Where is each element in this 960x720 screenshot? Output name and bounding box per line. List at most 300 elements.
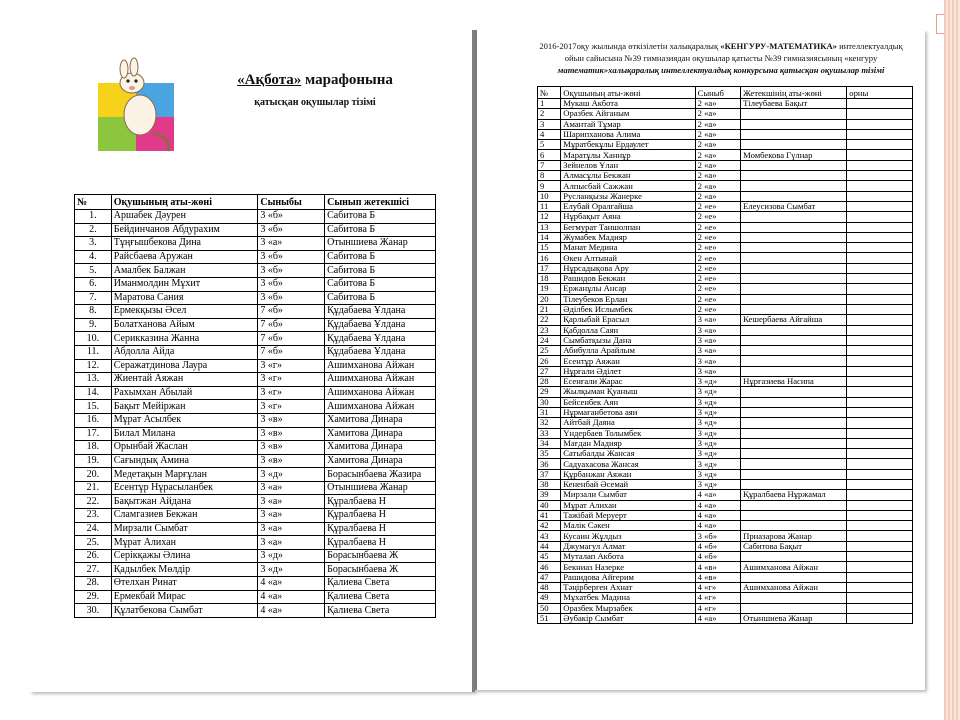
table-cell: 12. — [75, 359, 112, 373]
table-cell: 4. — [75, 250, 112, 264]
table-cell: 2 «а» — [695, 181, 740, 191]
table-cell — [847, 366, 913, 376]
table-cell — [741, 109, 847, 119]
table-cell — [847, 562, 913, 572]
table-cell: 41 — [538, 510, 561, 520]
table-cell — [847, 377, 913, 387]
table-cell: 23. — [75, 509, 112, 523]
table-cell: 6 — [538, 150, 561, 160]
table-row — [75, 413, 436, 427]
table-cell: 3 «д» — [258, 549, 325, 563]
table-row — [75, 522, 436, 536]
table-cell: 30 — [538, 397, 561, 407]
table-cell: Борасынбаева Ж — [325, 549, 436, 563]
table-cell: 3 «д» — [695, 438, 740, 448]
table-cell: 7 «б» — [258, 332, 325, 346]
table-cell: 3 «а» — [258, 522, 325, 536]
table-cell: 28 — [538, 377, 561, 387]
table-cell — [847, 232, 913, 242]
table-cell: 4 «а» — [258, 590, 325, 604]
table-cell: Ержанұлы Ансар — [561, 284, 695, 294]
table-cell: 3 «г» — [258, 373, 325, 387]
table-cell: 49 — [538, 593, 561, 603]
table-cell: Аршабек Дәурен — [111, 210, 258, 224]
table-cell — [847, 335, 913, 345]
table-cell — [741, 335, 847, 345]
table-cell: Борасынбаева Ж — [325, 563, 436, 577]
table-cell: 3 «а» — [695, 366, 740, 376]
table-row — [538, 356, 913, 366]
col-header-class: Сыныбы — [258, 195, 325, 210]
table-cell: Қалиева Света — [325, 590, 436, 604]
table-cell: 22. — [75, 495, 112, 509]
table-cell: 2 «а» — [695, 109, 740, 119]
table-row — [538, 531, 913, 541]
table-cell: Мұрат Асылбек — [111, 413, 258, 427]
table-cell — [847, 212, 913, 222]
table-cell: 7 «б» — [258, 318, 325, 332]
table-cell: 2 «а» — [695, 119, 740, 129]
table-row — [538, 335, 913, 345]
table-cell — [847, 274, 913, 284]
table-cell — [847, 356, 913, 366]
table-cell: 17 — [538, 263, 561, 273]
table-cell — [741, 449, 847, 459]
table-cell: Сатыбалды Жансая — [561, 449, 695, 459]
table-cell — [741, 160, 847, 170]
table-cell: 2 «а» — [695, 140, 740, 150]
table-row — [538, 150, 913, 160]
table-cell: Мағдан Мадияр — [561, 438, 695, 448]
table-cell: 4 «б» — [695, 541, 740, 551]
table-cell: Әділбек Ислымбек — [561, 304, 695, 314]
table-cell: 3 «а» — [695, 325, 740, 335]
table-cell: 4 «а» — [695, 521, 740, 531]
table-cell: Мұхатбек Мадина — [561, 593, 695, 603]
table-cell — [847, 521, 913, 531]
table-cell: 8 — [538, 171, 561, 181]
table-cell: Әубакір Сымбат — [561, 613, 695, 623]
table-cell — [847, 572, 913, 582]
table-cell: 24 — [538, 335, 561, 345]
table-cell: Амантай Тұмар — [561, 119, 695, 129]
table-cell: Алпысбай Сажжан — [561, 181, 695, 191]
table-cell: Хамитова Динара — [325, 454, 436, 468]
table-cell: Отыншиева Жанар — [741, 613, 847, 623]
table-row — [538, 397, 913, 407]
table-cell: 2 «е» — [695, 232, 740, 242]
table-row — [75, 210, 436, 224]
table-cell — [847, 140, 913, 150]
table-row — [538, 582, 913, 592]
table-row — [538, 438, 913, 448]
table-cell: Нұрғазиева Насипа — [741, 377, 847, 387]
table-cell: 50 — [538, 603, 561, 613]
table-cell: 24. — [75, 522, 112, 536]
table-cell: Амалбек Балжан — [111, 264, 258, 278]
table-cell: 16. — [75, 413, 112, 427]
table-cell: 19. — [75, 454, 112, 468]
table-cell: 38 — [538, 479, 561, 489]
table-cell — [847, 593, 913, 603]
table-cell: Мирзали Сымбат — [561, 490, 695, 500]
table-cell: 3 «г» — [258, 386, 325, 400]
table-cell: 4 «а» — [258, 604, 325, 618]
table-cell — [847, 552, 913, 562]
table-cell: 10. — [75, 332, 112, 346]
table-cell: 44 — [538, 541, 561, 551]
table-cell: Сабитова Б — [325, 264, 436, 278]
table-row — [538, 263, 913, 273]
table-cell — [847, 541, 913, 551]
table-cell: 2 «е» — [695, 253, 740, 263]
right-document-page — [474, 30, 925, 690]
table-cell: Сабитова Б — [325, 250, 436, 264]
table-cell: 3 «б» — [258, 264, 325, 278]
table-cell — [741, 387, 847, 397]
table-cell: Серикказина Жанна — [111, 332, 258, 346]
table-cell: 48 — [538, 582, 561, 592]
table-cell: 7 «б» — [258, 345, 325, 359]
col-header-class: Сыныб — [695, 87, 740, 99]
table-cell — [741, 479, 847, 489]
table-cell: 3 «б» — [258, 250, 325, 264]
table-row — [75, 468, 436, 482]
table-cell: Айтбай Даяна — [561, 418, 695, 428]
table-row — [538, 181, 913, 191]
table-cell: 3 «а» — [695, 346, 740, 356]
table-cell — [741, 510, 847, 520]
table-cell: Болатханова Айым — [111, 318, 258, 332]
table-cell: Жылқыман Қуаныш — [561, 387, 695, 397]
table-row — [538, 232, 913, 242]
table-row — [75, 454, 436, 468]
table-cell: 2 «е» — [695, 263, 740, 273]
participants-table-right — [537, 86, 913, 624]
table-cell: 3 «а» — [695, 356, 740, 366]
table-cell: 3 «а» — [258, 509, 325, 523]
table-row — [538, 366, 913, 376]
table-cell: 39 — [538, 490, 561, 500]
table-cell: Құралбаева Нұржамал — [741, 490, 847, 500]
table-cell: Сламгазиев Бекжан — [111, 509, 258, 523]
table-cell — [847, 315, 913, 325]
table-cell: Елеусизова Сымбат — [741, 201, 847, 211]
table-row — [538, 593, 913, 603]
table-cell — [741, 356, 847, 366]
table-row — [538, 222, 913, 232]
table-cell: 30. — [75, 604, 112, 618]
table-cell: Үндербаев Толымбек — [561, 428, 695, 438]
table-cell: Иманмолдин Мұхит — [111, 277, 258, 291]
table-cell: 3 «а» — [695, 315, 740, 325]
table-cell: 21 — [538, 304, 561, 314]
table-row — [75, 563, 436, 577]
table-row — [538, 294, 913, 304]
table-row — [538, 552, 913, 562]
table-cell: 2 «а» — [695, 191, 740, 201]
participants-table-left — [74, 194, 436, 618]
table-cell: 3 «д» — [695, 418, 740, 428]
table-cell: Медетақын Марғұлан — [111, 468, 258, 482]
table-cell: 3 «д» — [695, 469, 740, 479]
table-cell: 3 «г» — [258, 400, 325, 414]
table-cell: 3 «д» — [695, 407, 740, 417]
table-row — [75, 590, 436, 604]
table-cell: Қалиева Света — [325, 604, 436, 618]
table-cell: Ермекқызы Әсел — [111, 305, 258, 319]
table-cell: Бақыт Мейіржан — [111, 400, 258, 414]
table-cell: 3 «в» — [258, 427, 325, 441]
table-cell: 18. — [75, 441, 112, 455]
table-row — [75, 250, 436, 264]
table-cell — [741, 191, 847, 201]
table-cell: Кусаин Жұлдыз — [561, 531, 695, 541]
table-cell: 4 «а» — [695, 510, 740, 520]
table-cell: 2 «а» — [695, 129, 740, 139]
table-row — [538, 315, 913, 325]
table-row — [75, 386, 436, 400]
table-row — [538, 521, 913, 531]
table-cell: 13 — [538, 222, 561, 232]
table-cell: Серікқажы Әлина — [111, 549, 258, 563]
table-cell: Рашидов Бекжан — [561, 274, 695, 284]
table-cell: Қадылбек Мөлдір — [111, 563, 258, 577]
table-row — [538, 212, 913, 222]
table-cell: Жумабек Мадияр — [561, 232, 695, 242]
table-row — [538, 377, 913, 387]
table-cell: Садуахасова Жансая — [561, 459, 695, 469]
table-cell: Абибулла Арайлым — [561, 346, 695, 356]
table-cell — [847, 387, 913, 397]
table-cell: 20. — [75, 468, 112, 482]
table-row — [75, 345, 436, 359]
col-header-name: Оқушының аты-жөні — [111, 195, 258, 210]
table-cell: Нұрмағанбетова аяи — [561, 407, 695, 417]
table-cell: 2 «а» — [695, 99, 740, 109]
table-cell: 33 — [538, 428, 561, 438]
table-cell — [847, 490, 913, 500]
table-cell: Ашимханова Айжан — [325, 373, 436, 387]
table-cell: Бейдинчанов Абдурахим — [111, 223, 258, 237]
table-cell: 21. — [75, 481, 112, 495]
table-cell: 3 «а» — [258, 237, 325, 251]
table-cell: Құдабаева Ұлдана — [325, 305, 436, 319]
table-row — [538, 129, 913, 139]
table-cell — [741, 397, 847, 407]
table-cell — [847, 109, 913, 119]
table-cell — [847, 119, 913, 129]
table-cell: Борасынбаева Жазира — [325, 468, 436, 482]
table-cell: 14. — [75, 386, 112, 400]
table-row — [75, 536, 436, 550]
col-header-number: № — [538, 87, 561, 99]
table-cell: 3 «д» — [258, 468, 325, 482]
table-cell: Мұрат Алихан — [561, 500, 695, 510]
table-cell: 7. — [75, 291, 112, 305]
table-cell: 3. — [75, 237, 112, 251]
table-cell: 28. — [75, 577, 112, 591]
table-cell — [741, 222, 847, 232]
table-cell: Құрбанжан Аяжан — [561, 469, 695, 479]
table-cell: 29 — [538, 387, 561, 397]
table-cell: Нұрғали Әділет — [561, 366, 695, 376]
table-cell — [741, 304, 847, 314]
table-cell — [741, 274, 847, 284]
table-cell: Құралбаева Н — [325, 495, 436, 509]
table-cell: Оразбек Айганым — [561, 109, 695, 119]
table-cell: Маратова Сания — [111, 291, 258, 305]
table-cell: Джумагул Алмат — [561, 541, 695, 551]
table-cell: 9 — [538, 181, 561, 191]
table-cell: Сабитова Б — [325, 291, 436, 305]
table-cell — [741, 119, 847, 129]
table-cell — [847, 418, 913, 428]
table-row — [538, 603, 913, 613]
table-cell — [741, 366, 847, 376]
table-cell: 4 «г» — [695, 593, 740, 603]
table-cell: Муталап Акбота — [561, 552, 695, 562]
table-cell: Алмасұлы Бекжан — [561, 171, 695, 181]
table-cell: 25. — [75, 536, 112, 550]
table-cell: 3 «б» — [695, 531, 740, 541]
table-row — [75, 291, 436, 305]
table-cell — [741, 346, 847, 356]
table-cell: 34 — [538, 438, 561, 448]
kangaroo-contest-title: 2016-2017оқу жылында өткізілетін халықаралық «КЕНГУРУ-МАТЕМАТИКА» интеллектуалдық ойын сайысына №39 гимназиядан оқушылар қатысты №39 гимназиясының «кенгуру математик»халықаралық интеллектуалдық конкурсына қатысқан оқушылар тізімі — [539, 41, 903, 75]
table-cell: 4 «б» — [695, 552, 740, 562]
table-cell: 31 — [538, 407, 561, 417]
table-cell: 15 — [538, 243, 561, 253]
table-cell: 2 «а» — [695, 171, 740, 181]
table-cell: 7 — [538, 160, 561, 170]
table-cell — [741, 459, 847, 469]
table-row — [538, 243, 913, 253]
table-cell: Хамитова Динара — [325, 413, 436, 427]
table-cell: 5 — [538, 140, 561, 150]
table-cell: Оразбек Мырзабек — [561, 603, 695, 613]
table-cell: 3 «б» — [258, 210, 325, 224]
table-row — [538, 109, 913, 119]
table-cell: 2 «е» — [695, 201, 740, 211]
table-cell: Қабдолла Саян — [561, 325, 695, 335]
col-header-teacher: Жетекшінің аты-жөні — [741, 87, 847, 99]
table-cell: Ермекбай Мирас — [111, 590, 258, 604]
table-row — [538, 160, 913, 170]
table-cell — [847, 181, 913, 191]
table-cell — [741, 171, 847, 181]
table-cell: Хамитова Динара — [325, 441, 436, 455]
table-cell: 6. — [75, 277, 112, 291]
table-cell: 11. — [75, 345, 112, 359]
table-cell: 3 «г» — [258, 359, 325, 373]
table-cell: 2 «е» — [695, 212, 740, 222]
table-cell: 23 — [538, 325, 561, 335]
table-cell: 3 «д» — [695, 377, 740, 387]
table-cell — [847, 582, 913, 592]
table-cell: 3 «д» — [258, 563, 325, 577]
table-cell — [741, 232, 847, 242]
table-cell: Құлатбекова Сымбат — [111, 604, 258, 618]
table-cell — [847, 263, 913, 273]
table-row — [538, 191, 913, 201]
table-cell: Құралбаева Н — [325, 522, 436, 536]
table-cell: Орынбай Жаслан — [111, 441, 258, 455]
table-cell: Мукаш Акбота — [561, 99, 695, 109]
table-cell: 3 «д» — [695, 449, 740, 459]
table-row — [75, 223, 436, 237]
table-cell: Тәңірберген Ахнат — [561, 582, 695, 592]
table-row — [75, 604, 436, 618]
table-cell: Бейсенбек Аян — [561, 397, 695, 407]
table-cell — [847, 531, 913, 541]
table-cell: 3 «б» — [258, 277, 325, 291]
table-row — [538, 140, 913, 150]
table-cell: Құдабаева Ұлдана — [325, 345, 436, 359]
table-row — [538, 510, 913, 520]
table-row — [538, 490, 913, 500]
table-cell: Мұратбекұлы Ердаулет — [561, 140, 695, 150]
table-cell — [847, 459, 913, 469]
table-cell: 3 «в» — [258, 441, 325, 455]
table-row — [75, 427, 436, 441]
table-cell — [847, 325, 913, 335]
table-cell — [847, 243, 913, 253]
table-row — [75, 495, 436, 509]
table-cell: Құдабаева Ұлдана — [325, 318, 436, 332]
table-cell — [741, 284, 847, 294]
table-cell: 43 — [538, 531, 561, 541]
table-cell: Сағындық Амина — [111, 454, 258, 468]
table-cell: 4 «в» — [695, 572, 740, 582]
table-cell: 2 «а» — [695, 160, 740, 170]
table-cell — [741, 140, 847, 150]
table-cell: 4 «а» — [695, 500, 740, 510]
table-cell: Рашидова Айгерим — [561, 572, 695, 582]
table-cell: 3 «б» — [258, 223, 325, 237]
table-cell: 3 «а» — [258, 536, 325, 550]
table-cell — [847, 428, 913, 438]
table-row — [538, 387, 913, 397]
table-cell: Кененбай Әсемай — [561, 479, 695, 489]
table-row — [538, 500, 913, 510]
table-cell: 4 «г» — [695, 582, 740, 592]
table-cell: 2 «е» — [695, 243, 740, 253]
table-cell: 3 «а» — [258, 481, 325, 495]
table-row — [75, 441, 436, 455]
table-row — [538, 346, 913, 356]
table-cell — [847, 397, 913, 407]
table-cell: 27. — [75, 563, 112, 577]
table-cell: Сабитова Б — [325, 210, 436, 224]
table-cell: Сымбатқызы Дана — [561, 335, 695, 345]
table-cell: Өкен Алтынай — [561, 253, 695, 263]
table-cell — [741, 181, 847, 191]
table-cell — [741, 129, 847, 139]
table-cell: 10 — [538, 191, 561, 201]
table-cell: 18 — [538, 274, 561, 284]
table-cell: Малік Сәкен — [561, 521, 695, 531]
table-cell: Русланқызы Жанерке — [561, 191, 695, 201]
table-cell: Құралбаева Н — [325, 536, 436, 550]
table-row — [75, 549, 436, 563]
table-row — [538, 562, 913, 572]
table-cell: Құралбаева Н — [325, 509, 436, 523]
table-cell: 5. — [75, 264, 112, 278]
table-cell: Тажібай Меруерт — [561, 510, 695, 520]
table-cell: 3 «д» — [695, 428, 740, 438]
table-cell: 27 — [538, 366, 561, 376]
